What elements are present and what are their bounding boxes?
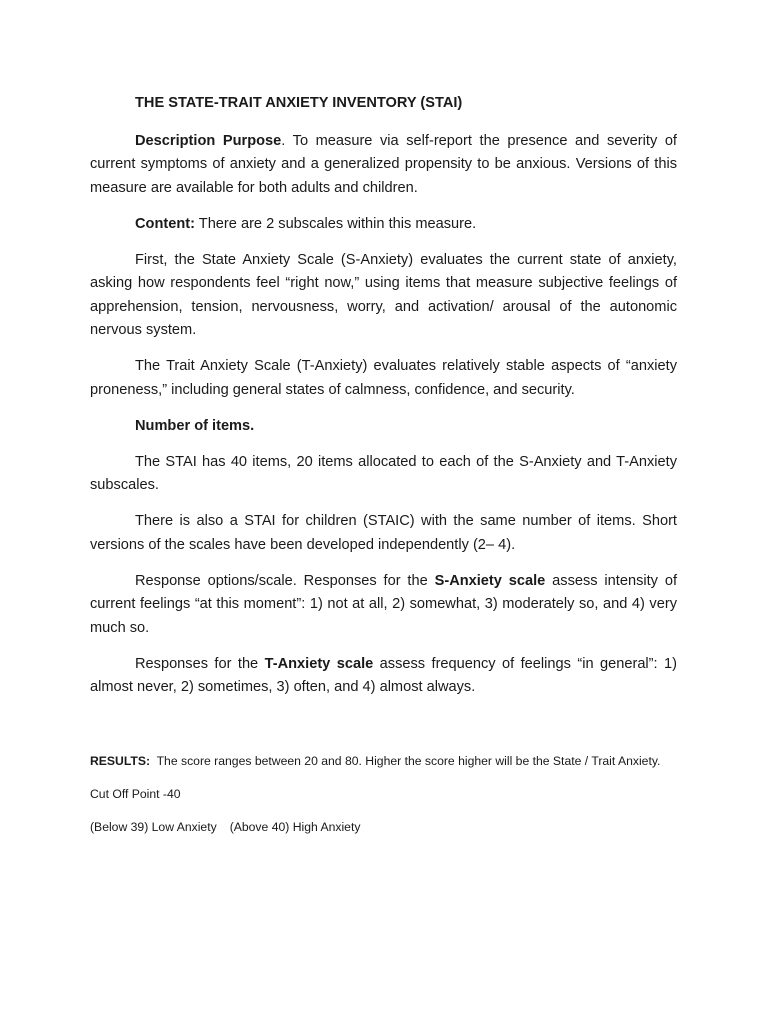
document-body [90, 92, 677, 712]
t-anxiety-scale-term: T-Anxiety scale [264, 655, 374, 672]
t-response-post: assess frequency of feelings “in general”: 1) almost never, 2) sometimes, 3) often, and 4) almost always. [90, 655, 677, 695]
high-anxiety-label: (Above 40) High Anxiety [229, 820, 361, 834]
content-text: There are 2 subscales within this measure. [194, 215, 477, 232]
results-label: RESULTS: [90, 754, 151, 768]
items-heading: Number of items. [135, 417, 255, 434]
document-title: THE STATE-TRAIT ANXIETY INVENTORY (STAI) [135, 95, 463, 111]
s-response-post: assess intensity of current feelings “at this moment”: 1) not at all, 2) somewhat, 3) moderately so, and 4) very much so. [90, 572, 678, 636]
results-line [90, 752, 690, 770]
state-scale-paragraph: First, the State Anxiety Scale (S-Anxiety) evaluates the current state of anxiety, asking how respondents feel “right now,” using items that measure subjective feelings of apprehension, tension, nervousness, worry, and activation/ arousal of the autonomic nervous system. [90, 251, 677, 338]
t-response-pre: Responses for the [135, 655, 265, 672]
content-paragraph [90, 213, 677, 237]
low-anxiety-label: (Below 39) Low Anxiety [90, 820, 217, 834]
description-paragraph [90, 130, 677, 201]
description-label: Description Purpose [135, 132, 282, 149]
s-response-pre: Response options/scale. Responses for the [135, 572, 435, 589]
trait-scale-paragraph: The Trait Anxiety Scale (T-Anxiety) evaluates relatively stable aspects of “anxiety proneness,” including general states of calmness, confidence, and security. [90, 358, 677, 398]
s-anxiety-response-paragraph [90, 570, 677, 641]
anxiety-range-line [90, 818, 690, 836]
content-label: Content: [135, 215, 195, 232]
results-text: The score ranges between 20 and 80. Higher the score higher will be the State / Trait Anxiety. [150, 754, 661, 768]
items-paragraph: The STAI has 40 items, 20 items allocated to each of the S-Anxiety and T-Anxiety subscales. [90, 453, 677, 493]
children-paragraph: There is also a STAI for children (STAIC) with the same number of items. Short versions of the scales have been developed independently (2– 4). [90, 513, 677, 553]
s-anxiety-scale-term: S-Anxiety scale [434, 572, 546, 589]
description-text: . To measure via self-report the presence and severity of current symptoms of anxiety and a generalized propensity to be anxious. Versions of this measure are available for both adults and children. [90, 132, 677, 196]
cutoff-line: Cut Off Point -40 [90, 787, 181, 801]
t-anxiety-response-paragraph [90, 653, 677, 700]
results-section [90, 752, 690, 851]
